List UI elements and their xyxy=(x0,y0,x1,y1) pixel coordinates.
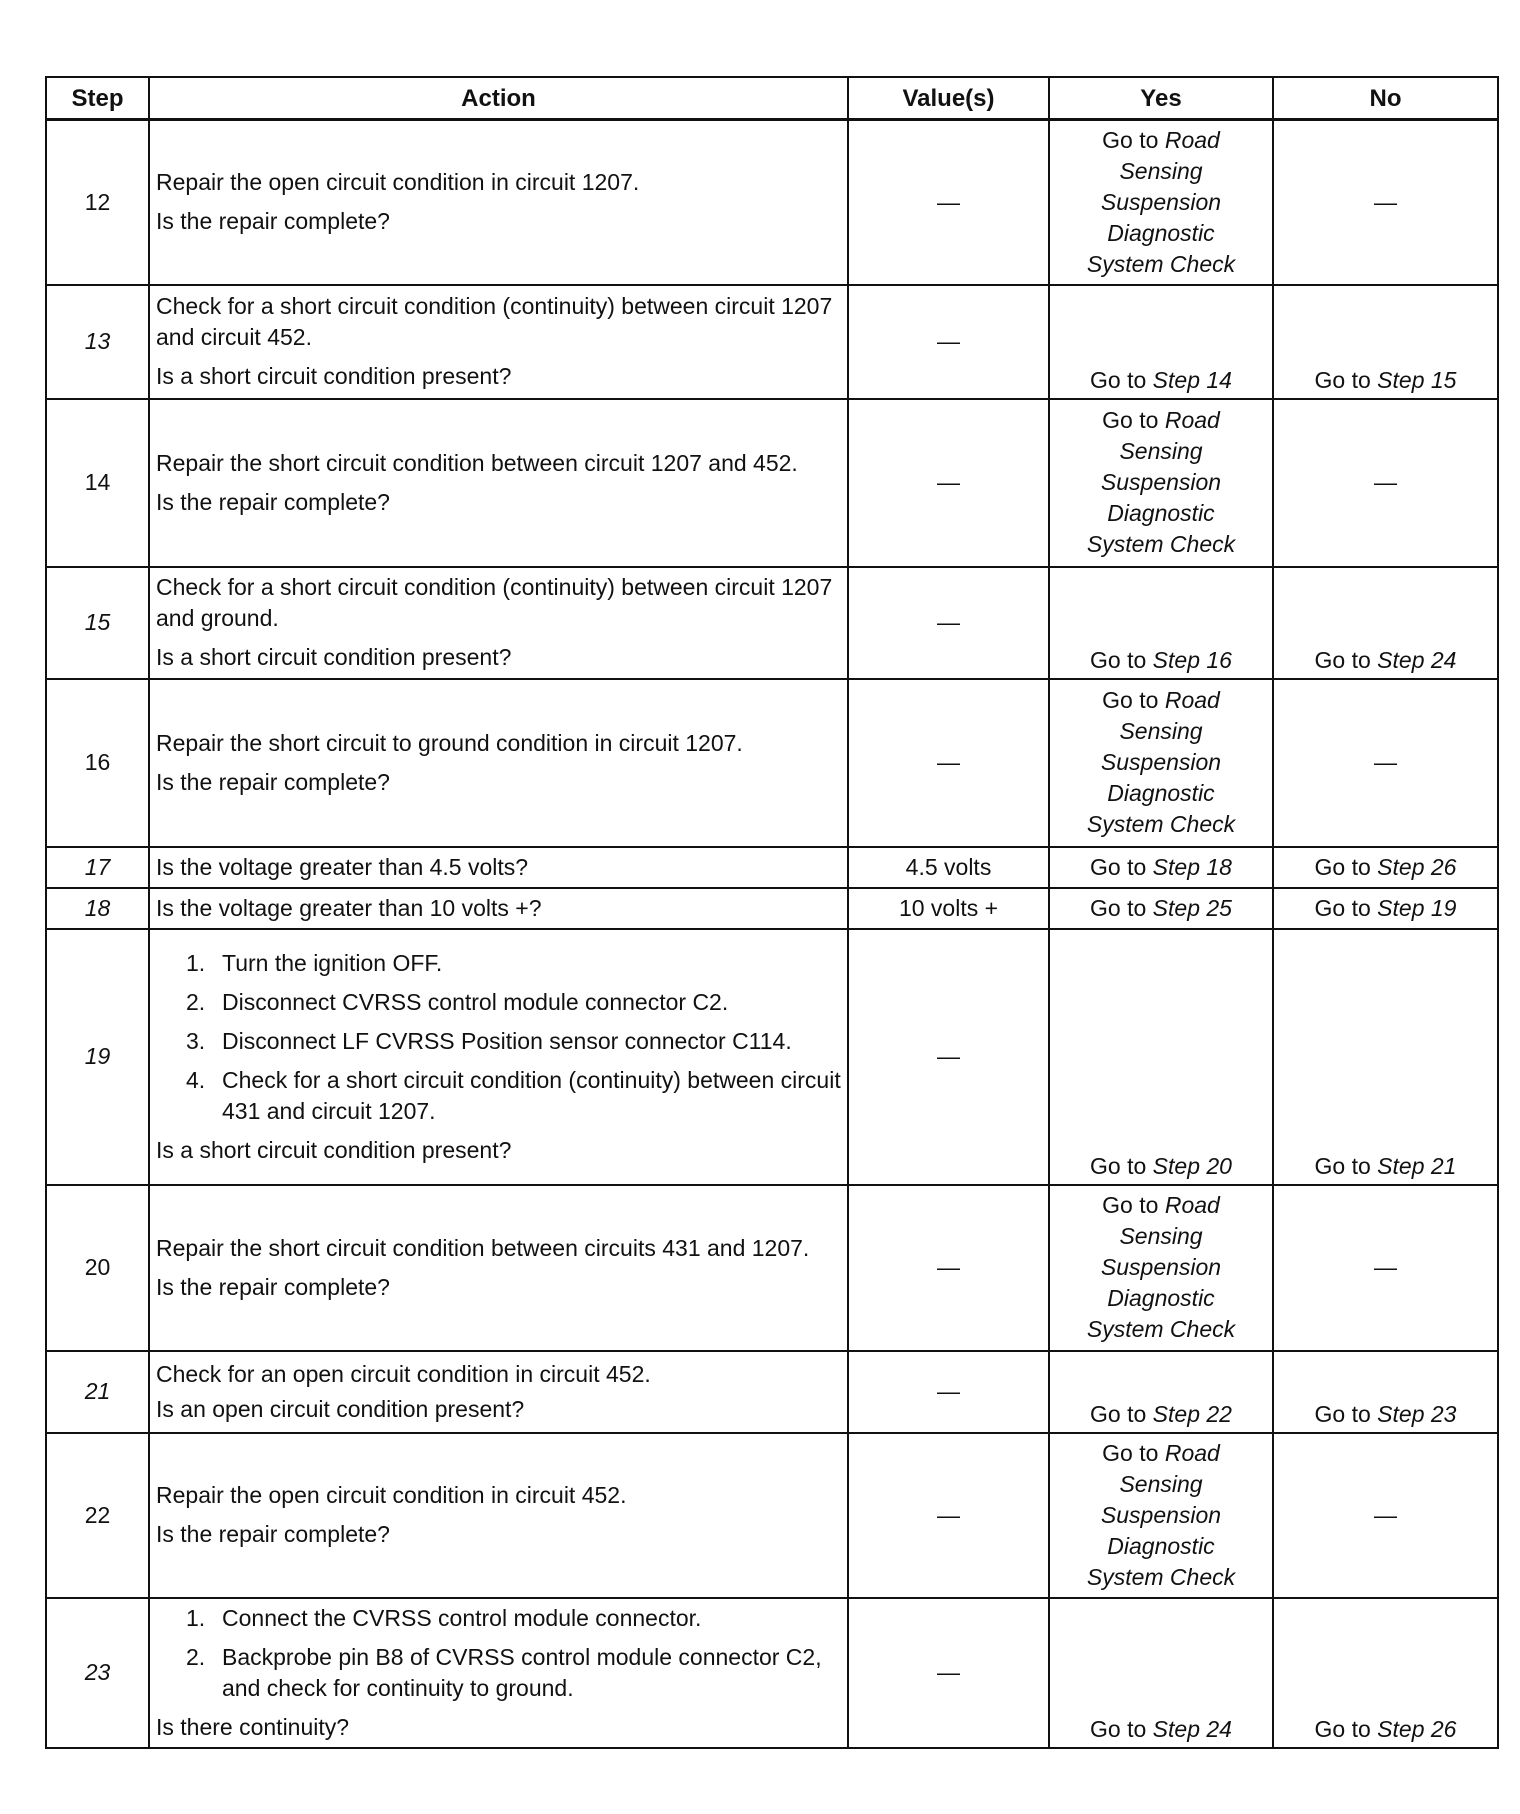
goto-target: Step 15 xyxy=(1377,366,1457,393)
action-cell xyxy=(149,679,848,847)
goto-prefix: Go to xyxy=(1314,366,1371,393)
goto-target: System Check xyxy=(1086,250,1236,277)
step-number: 12 xyxy=(46,120,149,285)
no-cell xyxy=(1273,1351,1498,1433)
goto-target: Step 26 xyxy=(1377,853,1457,880)
action-text: Check for a short circuit condition (continuity) between circuit 1207 and ground. xyxy=(156,574,833,631)
action-cell xyxy=(149,1433,848,1598)
header-no: No xyxy=(1273,77,1498,120)
table-row xyxy=(46,567,1498,679)
action-question: Is an open circuit condition present? xyxy=(156,1395,525,1422)
action-text: Repair the short circuit condition between circuit 1207 and 452. xyxy=(156,449,798,476)
list-number: 1. xyxy=(186,949,206,976)
list-number: 2. xyxy=(186,1643,206,1670)
step-number: 21 xyxy=(46,1351,149,1433)
goto-target: System Check xyxy=(1086,531,1236,557)
list-item xyxy=(156,1603,841,1634)
yes-cell xyxy=(1049,1433,1273,1598)
goto-target: Step 16 xyxy=(1152,646,1232,673)
yes-cell xyxy=(1049,120,1273,285)
goto-prefix: Go to xyxy=(1102,1439,1159,1466)
header-step: Step xyxy=(46,77,149,120)
step-number: 18 xyxy=(46,888,149,929)
action-cell xyxy=(149,567,848,679)
action-cell xyxy=(149,929,848,1185)
goto-prefix: Go to xyxy=(1090,894,1147,921)
action-question: Is the repair complete? xyxy=(156,1273,390,1300)
goto-target: System Check xyxy=(1086,1563,1236,1590)
list-text: Disconnect CVRSS control module connector C2. xyxy=(222,988,729,1015)
step-number: 20 xyxy=(46,1185,149,1351)
action-question: Is the voltage greater than 10 volts +? xyxy=(156,894,542,921)
action-question: Is a short circuit condition present? xyxy=(156,644,512,670)
table-row xyxy=(46,1351,1498,1433)
no-cell: — xyxy=(1273,399,1498,567)
action-cell xyxy=(149,1598,848,1748)
no-cell xyxy=(1273,888,1498,929)
step-number: 17 xyxy=(46,847,149,888)
no-cell xyxy=(1273,1598,1498,1748)
goto-target: Suspension xyxy=(1100,188,1222,215)
goto-prefix: Go to xyxy=(1090,1152,1147,1179)
action-cell xyxy=(149,120,848,285)
list-item xyxy=(156,1065,841,1127)
step-number: 19 xyxy=(46,929,149,1185)
value-cell: — xyxy=(848,120,1049,285)
value-cell: 10 volts + xyxy=(848,888,1049,929)
value-cell: — xyxy=(848,1185,1049,1351)
table-row xyxy=(46,888,1498,929)
goto-prefix: Go to xyxy=(1314,646,1371,673)
no-cell: — xyxy=(1273,120,1498,285)
action-question: Is a short circuit condition present? xyxy=(156,363,512,389)
diagnostic-table xyxy=(45,76,1499,1749)
no-cell: — xyxy=(1273,1433,1498,1598)
list-text: Turn the ignition OFF. xyxy=(222,949,443,976)
list-number: 1. xyxy=(186,1604,206,1631)
no-cell xyxy=(1273,847,1498,888)
action-text: Repair the open circuit condition in circuit 452. xyxy=(156,1482,627,1508)
goto-prefix: Go to xyxy=(1090,646,1147,673)
goto-target: Step 23 xyxy=(1377,1400,1457,1427)
yes-cell xyxy=(1049,1351,1273,1433)
goto-prefix: Go to xyxy=(1314,894,1371,921)
value-cell: — xyxy=(848,1598,1049,1748)
goto-target: Sensing xyxy=(1119,1470,1203,1497)
goto-prefix: Go to xyxy=(1090,1715,1147,1742)
value-cell: — xyxy=(848,1351,1049,1433)
action-cell xyxy=(149,1351,848,1433)
yes-cell xyxy=(1049,1185,1273,1351)
list-item xyxy=(156,1642,841,1704)
yes-cell xyxy=(1049,847,1273,888)
value-cell: — xyxy=(848,285,1049,399)
action-text: Check for a short circuit condition (continuity) between circuit 1207 and circuit 452. xyxy=(156,293,833,350)
action-text: Repair the open circuit condition in circuit 1207. xyxy=(156,169,640,196)
action-cell xyxy=(149,285,848,399)
list-number: 2. xyxy=(186,988,206,1015)
goto-target: Sensing xyxy=(1119,1223,1203,1249)
table-row xyxy=(46,399,1498,567)
table-row xyxy=(46,847,1498,888)
action-cell xyxy=(149,399,848,567)
value-cell: 4.5 volts xyxy=(848,847,1049,888)
yes-cell xyxy=(1049,1598,1273,1748)
yes-cell xyxy=(1049,567,1273,679)
value-cell: — xyxy=(848,567,1049,679)
goto-prefix: Go to xyxy=(1090,1400,1147,1427)
goto-prefix: Go to xyxy=(1102,126,1159,153)
goto-target: Suspension xyxy=(1100,749,1222,775)
action-cell xyxy=(149,847,848,888)
goto-target: Step 20 xyxy=(1152,1152,1232,1179)
value-cell: — xyxy=(848,679,1049,847)
goto-target: Road xyxy=(1164,126,1220,153)
yes-cell xyxy=(1049,888,1273,929)
no-cell: — xyxy=(1273,1185,1498,1351)
step-number: 22 xyxy=(46,1433,149,1598)
action-list xyxy=(156,948,841,1127)
goto-prefix: Go to xyxy=(1314,853,1371,880)
table-row xyxy=(46,929,1498,1185)
goto-target: Step 24 xyxy=(1377,646,1457,673)
table-row xyxy=(46,679,1498,847)
goto-target: Road xyxy=(1164,687,1220,713)
header-action: Action xyxy=(149,77,848,120)
action-question: Is a short circuit condition present? xyxy=(156,1136,512,1163)
value-cell: — xyxy=(848,929,1049,1185)
goto-target: Step 26 xyxy=(1377,1715,1457,1742)
goto-prefix: Go to xyxy=(1102,687,1159,713)
table-row xyxy=(46,1185,1498,1351)
value-cell: — xyxy=(848,399,1049,567)
step-number: 23 xyxy=(46,1598,149,1748)
action-question: Is the repair complete? xyxy=(156,208,390,235)
action-text: Repair the short circuit condition between circuits 431 and 1207. xyxy=(156,1234,810,1261)
goto-target: Step 19 xyxy=(1377,894,1457,921)
goto-target: Step 22 xyxy=(1152,1400,1232,1427)
list-item xyxy=(156,948,841,979)
yes-cell xyxy=(1049,679,1273,847)
list-text: Check for a short circuit condition (continuity) between circuit 431 and circuit 1207. xyxy=(222,1066,841,1124)
table-row xyxy=(46,120,1498,285)
yes-cell xyxy=(1049,285,1273,399)
goto-target: Suspension xyxy=(1100,1254,1222,1280)
table-row xyxy=(46,285,1498,399)
list-item xyxy=(156,1026,841,1057)
action-question: Is the voltage greater than 4.5 volts? xyxy=(156,853,529,880)
goto-target: Diagnostic xyxy=(1107,219,1215,246)
list-item xyxy=(156,987,841,1018)
goto-target: Diagnostic xyxy=(1107,500,1215,526)
goto-target: Step 21 xyxy=(1377,1152,1457,1179)
list-text: Backprobe pin B8 of CVRSS control module connector C2, and check for continuity to ground. xyxy=(222,1643,822,1701)
goto-target: Step 14 xyxy=(1152,366,1232,393)
goto-target: Diagnostic xyxy=(1107,780,1215,806)
step-number: 14 xyxy=(46,399,149,567)
goto-prefix: Go to xyxy=(1314,1715,1371,1742)
goto-target: Suspension xyxy=(1100,1501,1222,1528)
header-row xyxy=(46,77,1498,120)
header-values: Value(s) xyxy=(848,77,1049,120)
goto-target: Sensing xyxy=(1119,157,1203,184)
no-cell xyxy=(1273,567,1498,679)
list-number: 3. xyxy=(186,1027,206,1054)
goto-target: Suspension xyxy=(1100,469,1222,495)
action-list xyxy=(156,1603,841,1704)
goto-prefix: Go to xyxy=(1102,407,1159,433)
action-text: Repair the short circuit to ground condition in circuit 1207. xyxy=(156,729,743,756)
action-question: Is there continuity? xyxy=(156,1713,350,1740)
value-cell: — xyxy=(848,1433,1049,1598)
action-question: Is the repair complete? xyxy=(156,488,390,515)
step-number: 15 xyxy=(46,567,149,679)
yes-cell xyxy=(1049,399,1273,567)
goto-prefix: Go to xyxy=(1314,1400,1371,1427)
yes-cell xyxy=(1049,929,1273,1185)
action-question: Is the repair complete? xyxy=(156,768,390,795)
action-question: Is the repair complete? xyxy=(156,1521,390,1547)
action-cell xyxy=(149,888,848,929)
header-yes: Yes xyxy=(1049,77,1273,120)
no-cell xyxy=(1273,929,1498,1185)
table-row xyxy=(46,1433,1498,1598)
action-cell xyxy=(149,1185,848,1351)
goto-target: Step 18 xyxy=(1152,853,1232,880)
goto-target: Sensing xyxy=(1119,718,1203,744)
list-text: Connect the CVRSS control module connector. xyxy=(222,1604,702,1631)
step-number: 13 xyxy=(46,285,149,399)
goto-target: Sensing xyxy=(1119,438,1203,464)
step-number: 16 xyxy=(46,679,149,847)
goto-target: Step 25 xyxy=(1152,894,1232,921)
goto-target: Road xyxy=(1164,407,1220,433)
goto-prefix: Go to xyxy=(1090,366,1147,393)
goto-target: System Check xyxy=(1086,811,1236,837)
goto-target: Road xyxy=(1164,1439,1220,1466)
goto-target: Diagnostic xyxy=(1107,1532,1215,1559)
no-cell: — xyxy=(1273,679,1498,847)
goto-prefix: Go to xyxy=(1102,1192,1159,1218)
list-text: Disconnect LF CVRSS Position sensor connector C114. xyxy=(222,1027,792,1054)
goto-target: Road xyxy=(1164,1192,1220,1218)
list-number: 4. xyxy=(186,1066,206,1093)
action-text: Check for an open circuit condition in circuit 452. xyxy=(156,1360,651,1387)
goto-target: Diagnostic xyxy=(1107,1285,1215,1311)
no-cell xyxy=(1273,285,1498,399)
goto-prefix: Go to xyxy=(1314,1152,1371,1179)
goto-prefix: Go to xyxy=(1090,853,1147,880)
goto-target: Step 24 xyxy=(1152,1715,1232,1742)
goto-target: System Check xyxy=(1086,1316,1236,1342)
table-row xyxy=(46,1598,1498,1748)
